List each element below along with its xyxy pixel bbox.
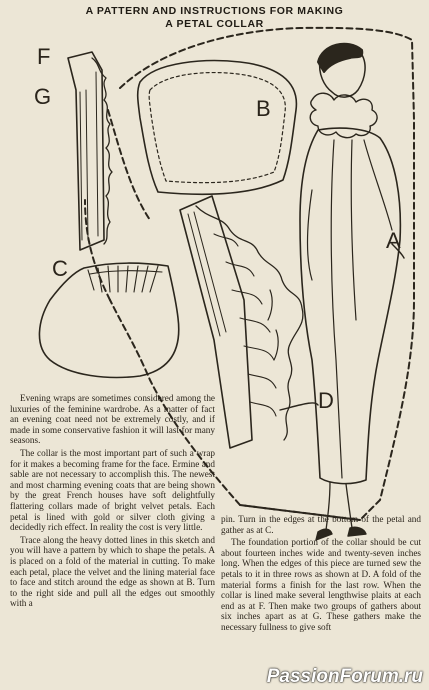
petal-b-outline [138,61,297,195]
page-title-line-2: A PETAL COLLAR [165,18,264,30]
page-title-line-1: A PATTERN AND INSTRUCTIONS FOR MAKING [85,5,344,17]
watermark: PassionForum.ru [266,666,423,687]
label-a: A [386,228,401,253]
label-b: B [256,96,271,121]
paragraph: The foundation portion of the collar should be cut about fourteen inches wide and twenty-seven inches long. When the edges of this piece are turned sew the petals to it in three rows as shown at D. A fold of the material forms a finish for the last row. When the collar is lined make several lengthwise plaits at each end as at F. Then make two groups of gathers about six inches apart as at G. These gathers make the necessary fullness to give soft [221,537,421,632]
paragraph: The collar is the most important part of such a wrap for it makes a becoming frame for the face. Ermine and sable are not necessary to accomplish this. The newest and most charming evening coats that are being shown by the great French houses have soft delightfully flattering collars made of bright velvet petals. Each petal is lined with gold or silver cloth giving a decidedly rich effect. In reality the cost is very little. [10,447,215,533]
paragraph: pin. Turn in the edges at the bottom of the petal and gather as at C. [221,514,421,535]
paragraph: Evening wraps are sometimes considered among the luxuries of the feminine wardrobe. As a matter of fact an evening coat need not be extremely costly, and if made in some conservative fashion it will last for many seasons. [10,393,215,446]
article-column-right [221,514,421,635]
article-column-left [10,393,215,611]
paragraph: Trace along the heavy dotted lines in this sketch and you will have a pattern by which to shape the petals. A is placed on a fold of the material in cutting. To make each petal, place the velvet and the lining material face to face and stitch around the edge as shown at B. Turn to the right side and pull all the edges out smoothly with a [10,534,215,609]
label-d: D [318,388,334,413]
figure-coat [300,128,400,484]
label-g: G [34,84,52,109]
label-f: F [37,44,51,69]
label-c: C [52,256,68,281]
